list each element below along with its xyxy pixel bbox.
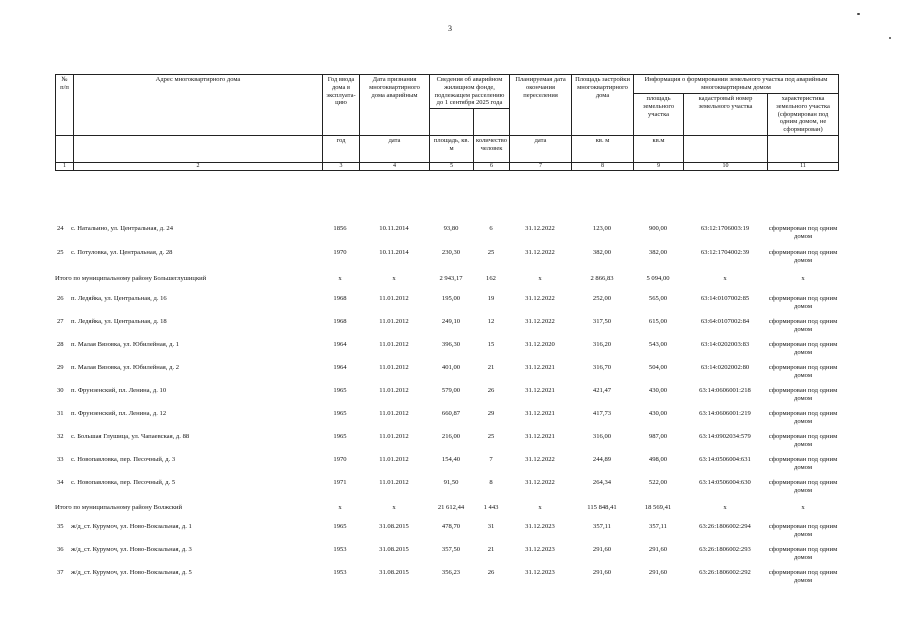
row-cadastral: 63:12:1704002:39 [700, 249, 750, 256]
row-characteristic: x [801, 504, 805, 511]
row-number: 28 [57, 341, 64, 348]
row-number: 31 [57, 410, 64, 417]
row-date: x [392, 504, 396, 511]
row-number: 29 [57, 364, 64, 371]
row-area: 154,40 [441, 456, 461, 463]
header-col-planned-date: Планируемая дата окончания переселения [510, 75, 572, 136]
row-year: 1964 [333, 364, 347, 371]
row-characteristic: x [801, 275, 805, 282]
row-build-area: 115 848,41 [587, 504, 617, 511]
total-row [55, 273, 838, 293]
row-cadastral: x [723, 504, 727, 511]
row-land-area: 18 569,41 [644, 504, 672, 511]
row-land-area: 430,00 [648, 410, 668, 417]
row-people: 8 [489, 479, 493, 486]
header-unit-date: дата [360, 136, 430, 163]
row-number: 26 [57, 295, 64, 302]
row-area: 93,80 [443, 225, 459, 232]
row-address: с. Новопавловка, пер. Песочный, д. 3 [71, 456, 176, 463]
row-people: 1 443 [483, 504, 499, 511]
row-plan-date: 31.12.2022 [525, 225, 555, 232]
table-row [55, 223, 838, 243]
header-units-num [56, 136, 74, 163]
header-col-building-area: Площадь застройки многоквартирного дома [572, 75, 634, 136]
row-address: п. Фрунзенский, пл. Ленина, д. 12 [71, 410, 167, 417]
table-row [55, 567, 838, 587]
column-number: 1 [56, 163, 74, 171]
table-row [55, 316, 838, 336]
row-number: 35 [57, 523, 64, 530]
column-number: 7 [510, 163, 572, 171]
row-cadastral: 63:14:0107002:85 [700, 295, 750, 302]
row-people: 26 [487, 569, 495, 576]
row-number: 32 [57, 433, 64, 440]
table-row [55, 362, 838, 382]
row-characteristic: сформирован под одним домом [768, 569, 838, 584]
row-year: 1964 [333, 341, 347, 348]
row-land-area: 565,00 [648, 295, 668, 302]
row-people: 19 [487, 295, 495, 302]
table-row [55, 477, 838, 497]
row-date: 31.08.2015 [379, 523, 409, 530]
row-land-area: 357,11 [649, 523, 667, 530]
row-area: 249,10 [441, 318, 461, 325]
row-number: 24 [57, 225, 64, 232]
header-units-address [74, 136, 323, 163]
row-year: 1965 [333, 523, 347, 530]
row-number: 34 [57, 479, 64, 486]
row-land-area: 987,00 [648, 433, 668, 440]
row-area: 401,00 [441, 364, 461, 371]
row-build-area: 417,73 [592, 410, 612, 417]
table-row [55, 247, 838, 267]
row-cadastral: 63:14:0902034:579 [699, 433, 751, 440]
row-plan-date: 31.12.2022 [525, 479, 555, 486]
header-spacer [474, 109, 510, 136]
row-plan-date: x [538, 275, 542, 282]
row-build-area: 244,89 [592, 456, 612, 463]
row-characteristic: сформирован под одним домом [768, 433, 838, 448]
row-address: ж/д_ст. Курумоч, ул. Ново-Вокзальная, д. 5 [71, 569, 192, 576]
row-date: 10.11.2014 [379, 249, 409, 256]
row-plan-date: 31.12.2022 [525, 318, 555, 325]
row-build-area: 2 866,83 [590, 275, 614, 282]
row-date: 11.01.2012 [379, 341, 409, 348]
row-year: 1965 [333, 410, 347, 417]
column-number: 5 [430, 163, 474, 171]
row-characteristic: сформирован под одним домом [768, 295, 838, 310]
row-date: 31.08.2015 [379, 569, 409, 576]
row-plan-date: 31.12.2021 [525, 433, 555, 440]
row-build-area: 421,47 [592, 387, 612, 394]
row-number: 36 [57, 546, 64, 553]
header-col-recognition-date: Дата признания многоквартирного дома аварийным [360, 75, 430, 136]
column-number: 9 [634, 163, 684, 171]
row-land-area: 5 094,00 [646, 275, 670, 282]
row-build-area: 264,34 [592, 479, 612, 486]
row-build-area: 123,00 [592, 225, 612, 232]
row-year: 1856 [333, 225, 347, 232]
row-plan-date: 31.12.2023 [525, 546, 555, 553]
scan-speck [889, 37, 891, 39]
column-number: 3 [323, 163, 360, 171]
row-area: 579,00 [441, 387, 461, 394]
header-col-address: Адрес многоквартирного дома [74, 75, 323, 136]
row-land-area: 900,00 [648, 225, 668, 232]
row-plan-date: 31.12.2022 [525, 249, 555, 256]
header-col-characteristic: характеристика земельного участка (сформирован под одним домом, не сформирован) [768, 94, 839, 136]
row-land-area: 291,60 [648, 546, 668, 553]
row-year: x [338, 275, 342, 282]
table-row [55, 431, 838, 451]
row-build-area: 316,70 [592, 364, 612, 371]
row-land-area: 382,00 [648, 249, 668, 256]
row-year: 1968 [333, 318, 347, 325]
row-address: ж/д_ст. Курумоч, ул. Ново-Вокзальная, д. 3 [71, 546, 192, 553]
row-cadastral: 63:14:0606001:219 [699, 410, 751, 417]
row-people: 21 [487, 364, 495, 371]
row-date: 11.01.2012 [379, 410, 409, 417]
row-area: 478,70 [441, 523, 461, 530]
row-plan-date: 31.12.2023 [525, 523, 555, 530]
row-area: 2 943,17 [439, 275, 463, 282]
row-cadastral: 63:14:0506004:630 [699, 479, 751, 486]
table-row [55, 385, 838, 405]
header-unit-land-sqm: кв.м [634, 136, 684, 163]
row-land-area: 498,00 [648, 456, 668, 463]
row-number: 30 [57, 387, 64, 394]
row-area: 357,50 [441, 546, 461, 553]
row-address: с. Потуловка, ул. Центральная, д. 28 [71, 249, 173, 256]
row-land-area: 504,00 [648, 364, 668, 371]
row-characteristic: сформирован под одним домом [768, 479, 838, 494]
row-plan-date: x [538, 504, 542, 511]
row-land-area: 291,60 [648, 569, 668, 576]
row-plan-date: 31.12.2022 [525, 295, 555, 302]
row-date: 11.01.2012 [379, 387, 409, 394]
row-people: 25 [487, 433, 495, 440]
row-number: 37 [57, 569, 64, 576]
row-build-area: 316,00 [592, 433, 612, 440]
row-year: 1970 [333, 249, 347, 256]
row-cadastral: 63:14:0202002:80 [700, 364, 750, 371]
header-col-year-built: Год ввода дома в эксплуата-цию [323, 75, 360, 136]
header-col-num: № п/п [56, 75, 74, 136]
table-row [55, 293, 838, 313]
header-col-fund-group: Сведения об аварийном жилищном фонде, подлежащем расселению до 1 сентября 2025 года [430, 75, 510, 109]
row-characteristic: сформирован под одним домом [768, 364, 838, 379]
row-area: 91,50 [443, 479, 459, 486]
row-year: 1970 [333, 456, 347, 463]
row-year: 1971 [333, 479, 347, 486]
total-row [55, 502, 838, 522]
row-build-area: 291,60 [592, 569, 612, 576]
row-area: 356,23 [441, 569, 461, 576]
row-cadastral: 63:26:1806002:292 [699, 569, 751, 576]
row-land-area: 543,00 [648, 341, 668, 348]
table-row [55, 544, 838, 564]
row-characteristic: сформирован под одним домом [768, 546, 838, 561]
row-people: 6 [489, 225, 493, 232]
row-build-area: 357,11 [593, 523, 611, 530]
row-date: 10.11.2014 [379, 225, 409, 232]
column-number: 10 [684, 163, 768, 171]
row-date: 11.01.2012 [379, 295, 409, 302]
header-units-cadastral [684, 136, 768, 163]
row-cadastral: 63:64:0107002:84 [700, 318, 750, 325]
row-number: 33 [57, 456, 64, 463]
table-row [55, 408, 838, 428]
row-people: 29 [487, 410, 495, 417]
header-col-land-group: Информация о формировании земельного участка под аварийным многоквартирным домом [634, 75, 839, 94]
row-address: п. Ледяйка, ул. Центральная, д. 18 [71, 318, 167, 325]
column-number: 8 [572, 163, 634, 171]
row-address: с. Большая Глушица, ул. Чапаевская, д. 88 [71, 433, 190, 440]
row-area: 195,00 [441, 295, 461, 302]
row-cadastral: 63:14:0606001:218 [699, 387, 751, 394]
header-unit-plan-date: дата [510, 136, 572, 163]
row-build-area: 382,00 [592, 249, 612, 256]
row-plan-date: 31.12.2021 [525, 387, 555, 394]
row-characteristic: сформирован под одним домом [768, 249, 838, 264]
row-year: 1965 [333, 433, 347, 440]
row-people: 15 [487, 341, 495, 348]
row-cadastral: x [723, 275, 727, 282]
row-people: 26 [487, 387, 495, 394]
row-year: x [338, 504, 342, 511]
row-build-area: 317,50 [592, 318, 612, 325]
row-address: п. Фрунзенский, пл. Ленина, д. 10 [71, 387, 167, 394]
column-number: 11 [768, 163, 839, 171]
row-cadastral: 63:26:1806002:293 [699, 546, 751, 553]
row-date: 31.08.2015 [379, 546, 409, 553]
column-number: 2 [74, 163, 323, 171]
total-title: Итого по муниципальному району Большеглушицкий [55, 275, 207, 282]
row-land-area: 615,00 [648, 318, 668, 325]
table-header [55, 74, 839, 171]
row-cadastral: 63:14:0202003:83 [700, 341, 750, 348]
header-unit-sqm: кв. м [572, 136, 634, 163]
row-cadastral: 63:26:1806002:294 [699, 523, 751, 530]
table-row [55, 454, 838, 474]
row-area: 396,30 [441, 341, 461, 348]
row-area: 230,30 [441, 249, 461, 256]
row-plan-date: 31.12.2020 [525, 341, 555, 348]
row-build-area: 316,20 [592, 341, 612, 348]
total-title: Итого по муниципальному району Волжский [55, 504, 183, 511]
row-characteristic: сформирован под одним домом [768, 387, 838, 402]
row-people: 7 [489, 456, 493, 463]
row-year: 1968 [333, 295, 347, 302]
table-row [55, 521, 838, 541]
row-build-area: 291,60 [592, 546, 612, 553]
page-number: 3 [448, 24, 452, 33]
row-people: 12 [487, 318, 495, 325]
table-row [55, 339, 838, 359]
row-date: 11.01.2012 [379, 433, 409, 440]
row-people: 162 [486, 275, 496, 282]
row-characteristic: сформирован под одним домом [768, 318, 838, 333]
row-plan-date: 31.12.2023 [525, 569, 555, 576]
row-number: 25 [57, 249, 64, 256]
header-col-land-area: площадь земельного участка [634, 94, 684, 136]
row-address: п. Малая Вязовка, ул. Юбилейная, д. 2 [71, 364, 180, 371]
row-area: 21 612,44 [437, 504, 465, 511]
row-number: 27 [57, 318, 64, 325]
row-characteristic: сформирован под одним домом [768, 523, 838, 538]
row-address: с. Новопавловка, пер. Песочный, д. 5 [71, 479, 176, 486]
row-date: 11.01.2012 [379, 364, 409, 371]
header-col-cadastral: кадастровый номер земельного участка [684, 94, 768, 136]
row-address: п. Ледяйка, ул. Центральная, д. 16 [71, 295, 167, 302]
row-characteristic: сформирован под одним домом [768, 410, 838, 425]
header-spacer [430, 109, 474, 136]
row-plan-date: 31.12.2021 [525, 364, 555, 371]
row-date: 11.01.2012 [379, 479, 409, 486]
row-area: 660,87 [441, 410, 461, 417]
row-year: 1953 [333, 546, 347, 553]
row-address: с. Натальино, ул. Центральная, д. 24 [71, 225, 174, 232]
row-area: 216,00 [441, 433, 461, 440]
row-date: 11.01.2012 [379, 456, 409, 463]
row-characteristic: сформирован под одним домом [768, 341, 838, 356]
header-units-characteristic [768, 136, 839, 163]
row-characteristic: сформирован под одним домом [768, 225, 838, 240]
row-people: 25 [487, 249, 495, 256]
scan-speck [857, 13, 860, 15]
row-characteristic: сформирован под одним домом [768, 456, 838, 471]
row-year: 1965 [333, 387, 347, 394]
row-build-area: 252,00 [592, 295, 612, 302]
row-address: п. Малая Вязовка, ул. Юбилейная, д. 1 [71, 341, 180, 348]
column-number: 4 [360, 163, 430, 171]
row-address: ж/д_ст. Курумоч, ул. Ново-Вокзальная, д. 1 [71, 523, 192, 530]
row-plan-date: 31.12.2022 [525, 456, 555, 463]
header-unit-people: количество человек [474, 136, 510, 163]
row-people: 31 [487, 523, 495, 530]
header-unit-year: год [323, 136, 360, 163]
row-date: x [392, 275, 396, 282]
header-unit-area: площадь, кв. м [430, 136, 474, 163]
row-land-area: 430,00 [648, 387, 668, 394]
row-plan-date: 31.12.2021 [525, 410, 555, 417]
row-year: 1953 [333, 569, 347, 576]
row-cadastral: 63:12:1706003:19 [700, 225, 750, 232]
row-cadastral: 63:14:0506004:631 [699, 456, 751, 463]
column-number: 6 [474, 163, 510, 171]
row-land-area: 522,00 [648, 479, 668, 486]
row-people: 21 [487, 546, 495, 553]
row-date: 11.01.2012 [379, 318, 409, 325]
